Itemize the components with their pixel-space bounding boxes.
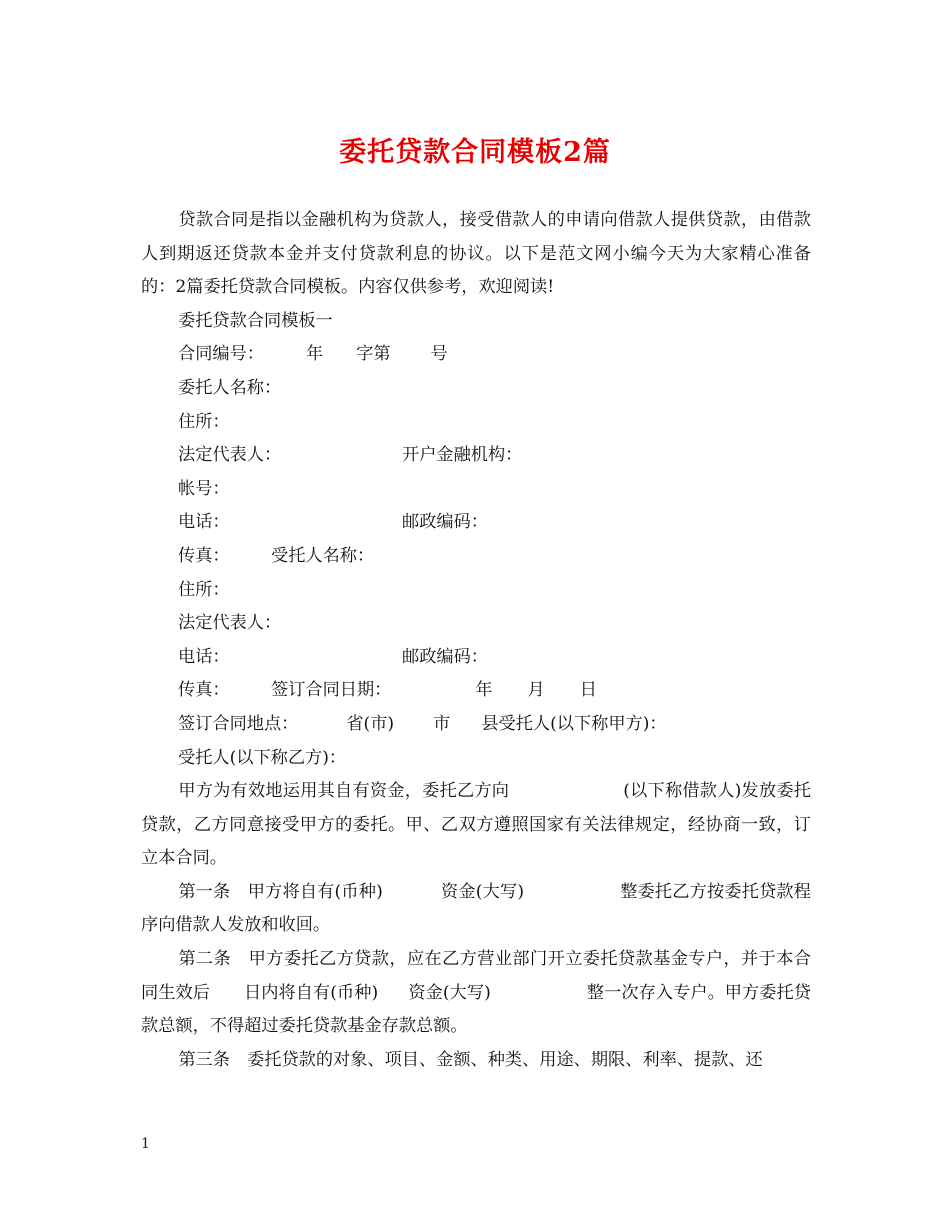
article-2-text-b: 日内将自有(币种) xyxy=(244,982,379,1003)
phone-postcode-line xyxy=(141,506,811,540)
sign-place-label: 签订合同地点： xyxy=(178,713,299,734)
phone-label: 电话： xyxy=(178,512,230,533)
trustee-postcode-label: 邮政编码： xyxy=(402,646,488,667)
document-title: 委托贷款合同模板2篇 xyxy=(339,137,611,168)
article-1-text-a: 第一条 甲方将自有(币种) xyxy=(178,881,383,902)
contract-year-label: 年 xyxy=(305,344,324,365)
purpose-paragraph xyxy=(141,775,811,876)
fax-sign-date-line xyxy=(141,674,811,708)
legal-rep-label: 法定代表人： xyxy=(178,445,282,466)
article-2-text-d: 整一次存入专户。甲方委托贷款总额，不得超过委托贷款基金存款总额。 xyxy=(141,982,811,1037)
trustee-name-label: 受托人名称： xyxy=(271,545,375,566)
date-year-label: 年 xyxy=(475,680,493,701)
trustee-b-line: 受托人(以下称乙方)： xyxy=(178,747,347,768)
purpose-text-a: 甲方为有效地运用其自有资金，委托乙方向 xyxy=(178,781,510,802)
fax-trustee-line xyxy=(141,540,811,574)
account-line: 帐号： xyxy=(178,478,230,499)
page-number: 1 xyxy=(141,1136,150,1152)
document-body xyxy=(141,204,811,1077)
place-province-label: 省(市) xyxy=(346,713,395,734)
section-heading: 委托贷款合同模板一 xyxy=(178,310,333,331)
postcode-label: 邮政编码： xyxy=(402,512,488,533)
place-city-label: 市 xyxy=(433,713,451,734)
sign-date-label: 签订合同日期： xyxy=(271,680,392,701)
date-month-label: 月 xyxy=(527,680,545,701)
article-1-text-c: 整委托乙方按委托贷款程序向借款人发放和收回。 xyxy=(141,881,811,936)
intro-paragraph: 贷款合同是指以金融机构为贷款人，接受借款人的申请向借款人提供贷款，由借款人到期返还贷款本金并支付贷款利息的协议。以下是范文网小编今天为大家精心准备的：2篇委托贷款合同模板。内容仅供参考，欢迎阅读! xyxy=(141,210,811,298)
principal-name-line: 委托人名称： xyxy=(178,377,282,398)
trustee-legal-rep-line: 法定代表人： xyxy=(178,613,282,634)
article-2-text-a: 第二条 甲方委托乙方贷款，应在乙方营业部门开立委托贷款基金专户，并于本合同生效后 xyxy=(141,949,811,1003)
contract-zi-label: 字第 xyxy=(356,344,391,365)
article-3-paragraph: 第三条 委托贷款的对象、项目、金额、种类、用途、期限、利率、提款、还 xyxy=(178,1049,763,1070)
trustee-fax-label: 传真： xyxy=(178,680,230,701)
place-county-label: 县受托人(以下称甲方)： xyxy=(481,713,667,734)
sign-place-line xyxy=(141,708,811,742)
contract-number-label: 合同编号： xyxy=(178,344,264,365)
article-2-text-c: 资金(大写) xyxy=(408,982,491,1003)
article-2-paragraph xyxy=(141,943,811,1044)
bank-label: 开户金融机构： xyxy=(402,445,523,466)
trustee-phone-label: 电话： xyxy=(178,646,230,667)
trustee-phone-postcode-line xyxy=(141,641,811,675)
purpose-text-b: (以下称借款人)发放委托贷款，乙方同意接受甲方的委托。甲、乙双方遵照国家有关法律规定，经协商一致，订立本合同。 xyxy=(141,781,811,869)
trustee-address-line: 住所： xyxy=(178,579,230,600)
contract-number-line xyxy=(141,338,811,372)
date-day-label: 日 xyxy=(579,680,597,701)
fax-label: 传真： xyxy=(178,545,230,566)
article-1-text-b: 资金(大写) xyxy=(440,881,525,902)
principal-address-line: 住所： xyxy=(178,411,230,432)
article-1-paragraph xyxy=(141,876,811,943)
legal-rep-bank-line xyxy=(141,439,811,473)
contract-hao-label: 号 xyxy=(430,344,448,365)
